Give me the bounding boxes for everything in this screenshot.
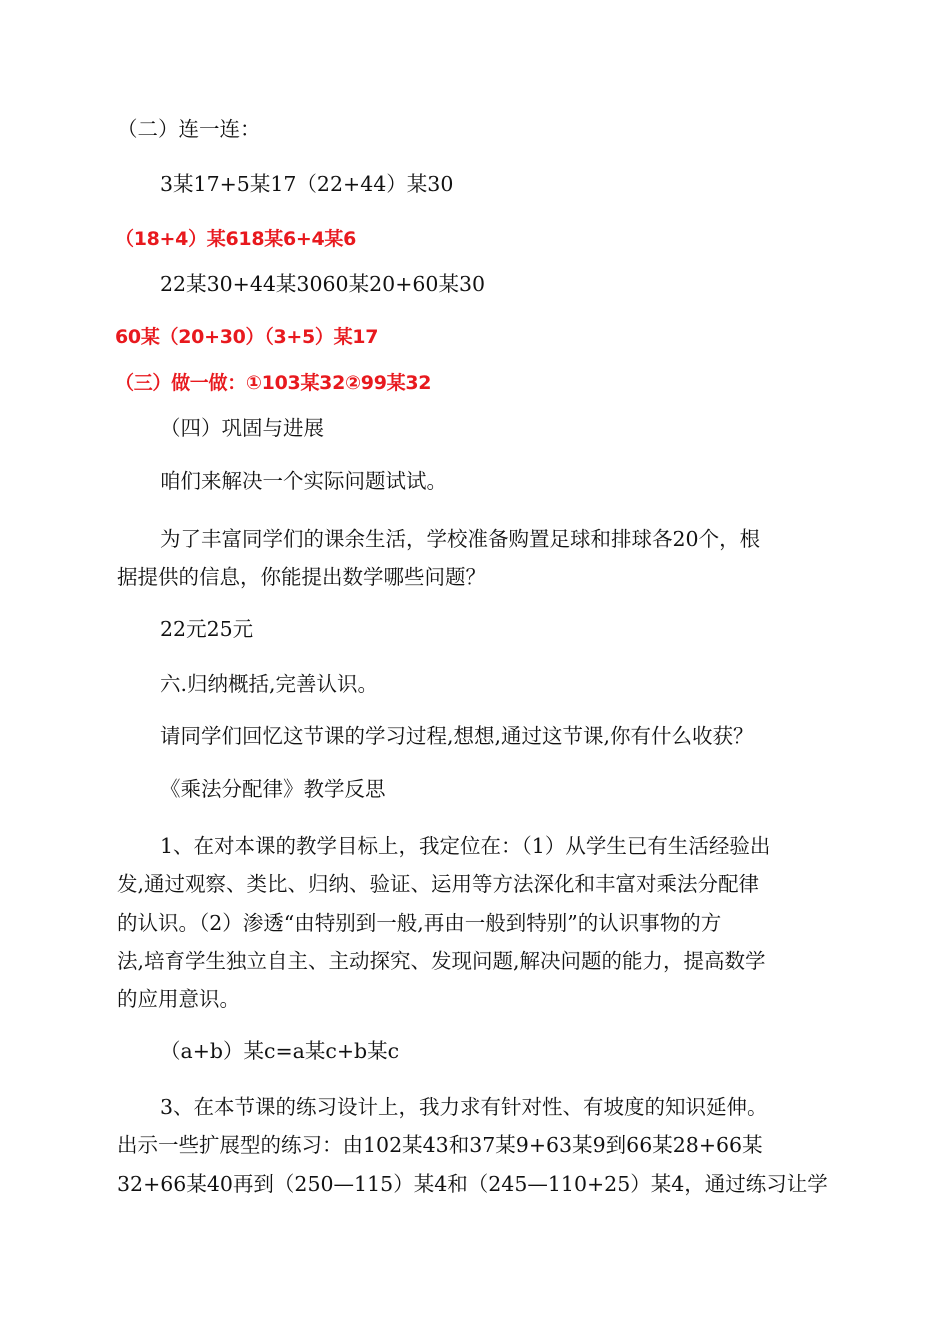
paragraph-1-line-5: 的应用意识。 (117, 987, 240, 1012)
section-four-heading: （四）巩固与进展 (160, 416, 324, 440)
paragraph-1-line-3: 的认识。（2）渗透“由特别到一般,再由一般到特别”的认识事物的方 (117, 910, 722, 935)
reflection-prompt: 请同学们回忆这节课的学习过程,想想,通过这节课,你有什么收获？ (160, 724, 754, 748)
paragraph-3-line-1: 3、在本节课的练习设计上，我力求有针对性、有坡度的知识延伸。 (160, 1095, 768, 1119)
problem-line-1: 为了丰富同学们的课余生活，学校准备购置足球和排球各20个，根 (160, 527, 761, 551)
reflection-title: 《乘法分配律》教学反思 (160, 777, 386, 801)
reflection-paragraph-1 (117, 827, 847, 1018)
paragraph-3-line-3: 32+66某40再到（250—115）某4和（245—110+25）某4，通过练习让学 (117, 1171, 828, 1196)
expression-line-2: 22某30+44某3060某20+60某30 (160, 272, 486, 296)
section-six-heading: 六.归纳概括,完善认识。 (160, 672, 379, 696)
answer-line-1: （18+4）某618某6+4某6 (115, 228, 357, 250)
problem-line-2: 据提供的信息，你能提出数学哪些问题？ (117, 565, 486, 590)
paragraph-1-line-1: 1、在对本课的教学目标上，我定位在：（1）从学生已有生活经验出 (160, 834, 771, 858)
section-three-answer: （三）做一做：①103某32②99某32 (115, 372, 432, 394)
expression-line-1: 3某17+5某17（22+44）某30 (160, 172, 454, 196)
reflection-paragraph-3 (117, 1088, 847, 1203)
intro-sentence: 咱们来解决一个实际问题试试。 (160, 469, 447, 493)
paragraph-1-line-4: 法,培育学生独立自主、主动探究、发现问题,解决问题的能力，提高数学 (117, 948, 766, 973)
paragraph-3-line-2: 出示一些扩展型的练习：由102某43和37某9+63某9到66某28+66某 (117, 1133, 763, 1158)
price-line: 22元25元 (160, 617, 254, 641)
distributive-formula: （a+b）某c=a某c+b某c (160, 1039, 400, 1063)
paragraph-1-line-2: 发,通过观察、类比、归纳、验证、运用等方法深化和丰富对乘法分配律 (117, 872, 760, 897)
section-two-heading: （二）连一连： (117, 117, 261, 141)
problem-paragraph (117, 520, 847, 597)
answer-line-2: 60某（20+30）（3+5）某17 (115, 326, 379, 348)
